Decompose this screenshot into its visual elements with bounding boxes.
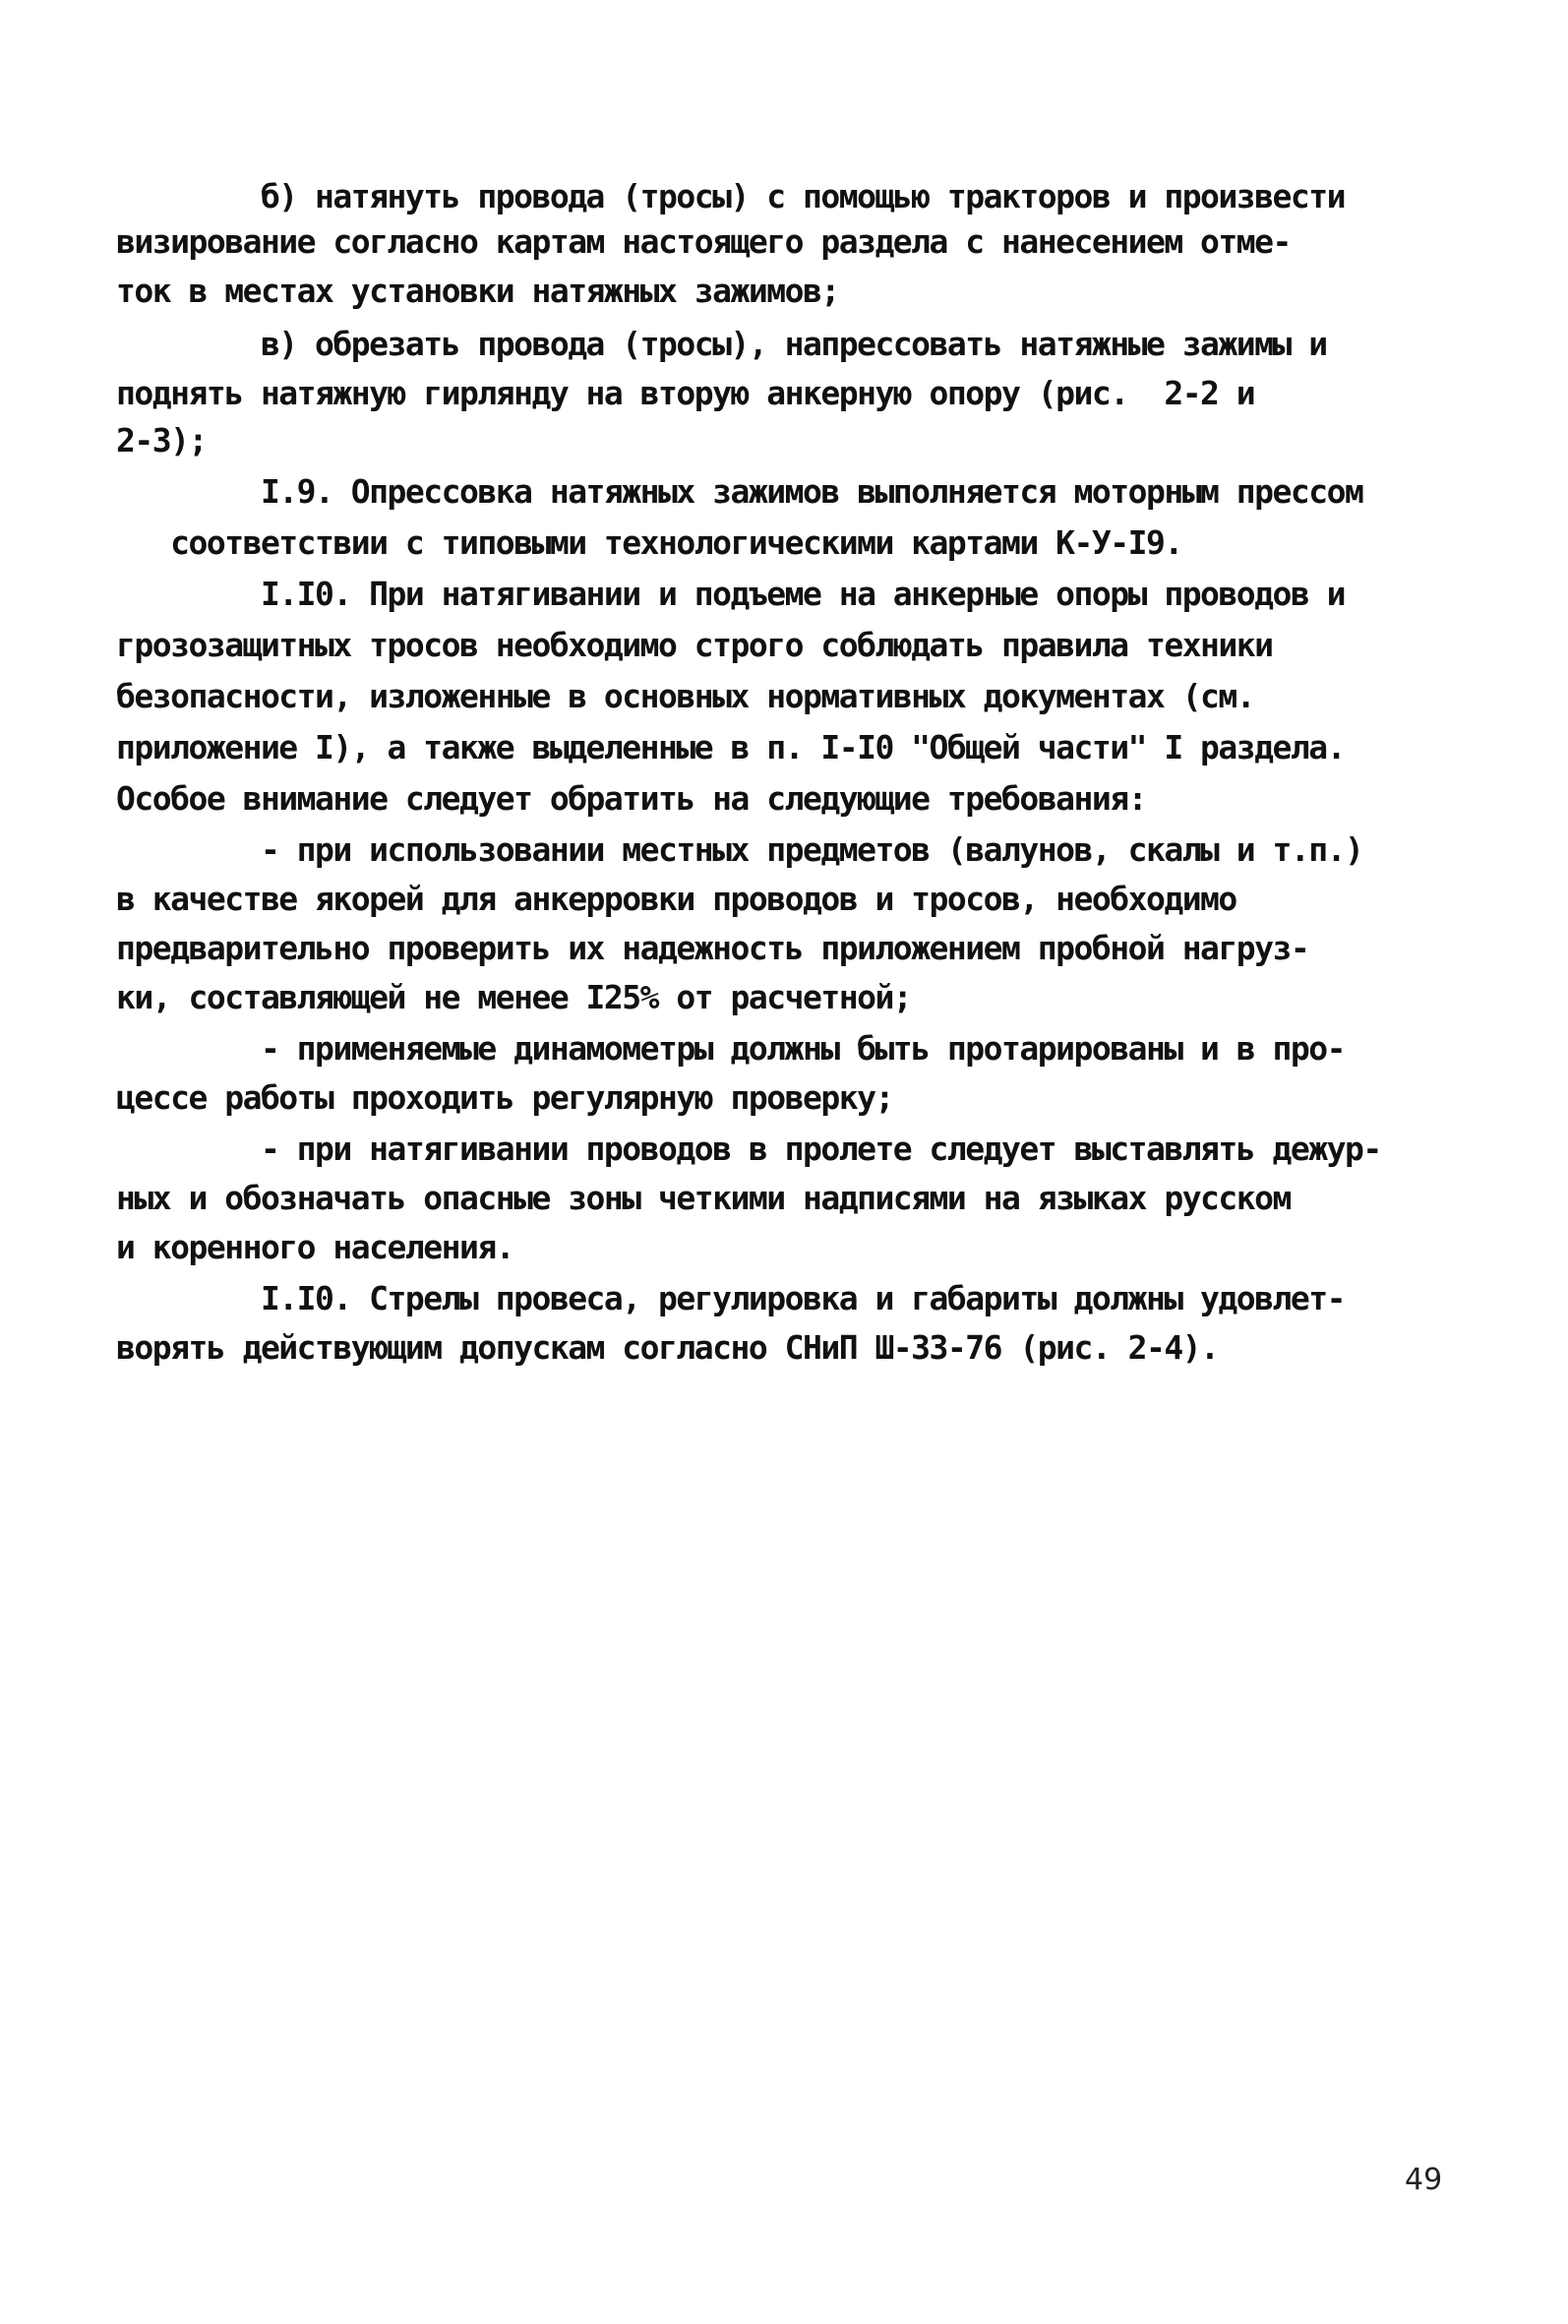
text-line: - при натягивании проводов в пролете следует выставлять дежур- [116, 1130, 1381, 1168]
text-line: визирование согласно картам настоящего раздела с нанесением отме- [116, 222, 1291, 261]
text-line: ток в местах установки натяжных зажимов; [116, 272, 839, 310]
text-line: I.9. Опрессовка натяжных зажимов выполняется моторным прессом [116, 472, 1363, 511]
text-line: I.I0. Стрелы провеса, регулировка и габариты должны удовлет- [116, 1279, 1346, 1317]
text-line: - при использовании местных предметов (валунов, скалы и т.п.) [116, 830, 1363, 869]
text-line: в) обрезать провода (тросы), напрессовать натяжные зажимы и [116, 325, 1327, 363]
text-line: и коренного населения. [116, 1228, 514, 1266]
text-line: Особое внимание следует обратить на следующие требования: [116, 779, 1146, 818]
text-line: ных и обозначать опасные зоны четкими надписями на языках русском [116, 1179, 1291, 1217]
text-line: ки, составляющей не менее I25% от расчетной; [116, 978, 912, 1016]
page-number: 49 [1405, 2163, 1443, 2197]
text-line: грозозащитных тросов необходимо строго соблюдать правила техники [116, 626, 1273, 664]
text-line: предварительно проверить их надежность приложением пробной нагруз- [116, 929, 1309, 967]
text-line: поднять натяжную гирлянду на вторую анкерную опору (рис. 2-2 и [116, 374, 1255, 412]
text-line: в качестве якорей для анкерровки проводов и тросов, необходимо [116, 880, 1236, 918]
text-line: соответствии с типовыми технологическими картами К-У-I9. [116, 523, 1182, 562]
text-line: - применяемые динамометры должны быть протарированы и в про- [116, 1029, 1346, 1068]
text-line: ворять действующим допускам согласно СНиП Ш-33-76 (рис. 2-4). [116, 1328, 1219, 1367]
text-line: 2-3); [116, 421, 207, 459]
text-line: безопасности, изложенные в основных нормативных документах (см. [116, 677, 1255, 715]
text-line: б) натянуть провода (тросы) с помощью тракторов и произвести [116, 177, 1346, 215]
text-line: I.I0. При натягивании и подъеме на анкерные опоры проводов и [116, 575, 1346, 613]
text-line: цессе работы проходить регулярную проверку; [116, 1078, 893, 1117]
text-line: приложение I), а также выделенные в п. I-I0 "Общей части" I раздела. [116, 728, 1346, 766]
